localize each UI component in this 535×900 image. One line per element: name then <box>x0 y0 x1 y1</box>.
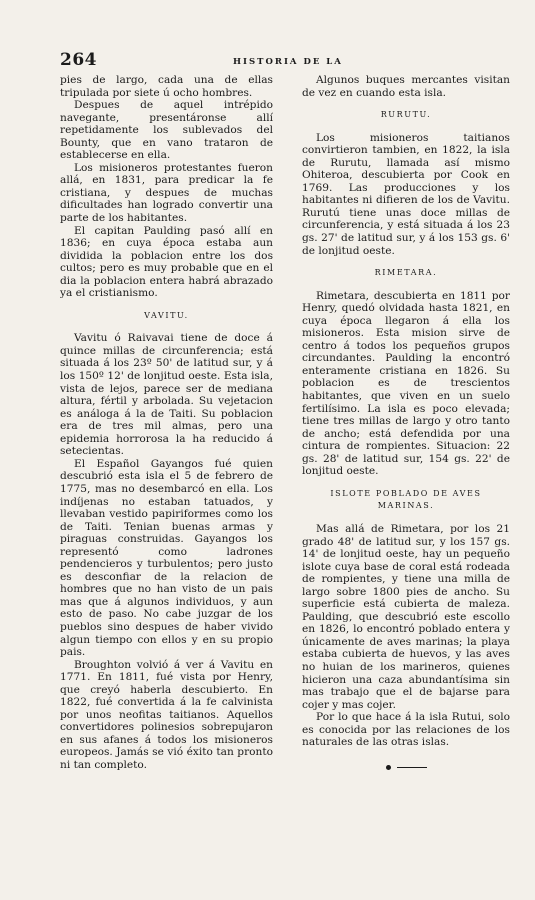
left-column <box>60 74 273 772</box>
paragraph: El capitan Paulding pasó allí en 1836; en cuya época estaba aun dividida la poblacion entre los dos cultos; pero es muy probable que en el dia la poblacion entera habrá abrazado ya el cristianismo. <box>60 224 273 300</box>
paragraph: Broughton volvió á ver á Vavitu en 1771. En 1811, fué vista por Henry, que creyó haberla descubierto. En 1822, fué convertida á la fe calvinista por unos neofitas taitianos. Aquellos convertidores polinesios sobrepujaron en sus afanes á todos los misioneros europeos. Jamás se vió éxito tan pronto ni tan completo. <box>60 658 273 771</box>
paragraph: Mas allá de Rimetara, por los 21 grado 48' de latitud sur, y los 157 gs. 14' de lonjitud oeste, hay un pequeño islote cuya base de coral está rodeada de rompientes, y tiene una milla de largo sobre 1800 pies de ancho. Su superficie está cubierta de maleza. Paulding, que descubrió este escollo en 1826, lo encontró poblado entera y únicamente de aves marinas; la playa estaba cubierta de huevos, y las aves no huian de los marineros, quienes hicieron una caza abundantísima sin mas trabajo que el de bajarse para cojer y mas cojer. <box>302 522 510 711</box>
paragraph: Los misioneros taitianos convirtieron tambien, en 1822, la isla de Rurutu, llamada así mismo Ohiteroa, descubierta por Cook en 1769. Las producciones y los habitantes ni difieren de los de Vavitu. Rurutú tiene unas doce millas de circunferencia, y está situada á los 23 gs. 27' de latitud sur, y á los 153 gs. 6' de lonjitud oeste. <box>302 131 510 257</box>
paragraph: Los misioneros protestantes fueron allá, en 1831, para predicar la fe cristiana, y despues de muchas dificultades han logrado convertir una parte de los habitantes. <box>60 161 273 225</box>
end-rule <box>397 767 427 768</box>
paragraph: Vavitu ó Raivavai tiene de doce á quince millas de circunferencia; está situada á los 23º 50' de latitud sur, y á los 150º 12' de lonjitud oeste. Esta isla, vista de lejos, parece ser de mediana altura, fértil y arbolada. Su vejetacion es análoga á la de Taiti. Su poblacion era de tres mil almas, pero una epidemia horrorosa la ha reducido á setecientas. <box>60 332 273 458</box>
section-title-vavitu: VAVITU. <box>144 310 189 320</box>
paragraph: pies de largo, cada una de ellas tripulada por siete ú ocho hombres. <box>60 74 273 99</box>
paragraph: Algunos buques mercantes visitan de vez en cuando esta isla. <box>302 74 510 99</box>
section-title-rurutu: RURUTU. <box>380 110 432 120</box>
paragraph: Rimetara, descubierta en 1811 por Henry, quedó olvidada hasta 1821, en cuya época llegaron á ella los misioneros. Esta mision sirve de centro á todos los pequeños grupos circundantes. Paulding la encontró enteramente cristiana en 1826. Su poblacion es de trescientos habitantes, que viven en un suelo fertilísimo. La isla es poco elevada; tiene tres millas de largo y otro tanto de ancho; está defendida por una cintura de rompientes. Situacion: 22 gs. 28' de latitud sur, 154 gs. 22' de lonjitud oeste. <box>302 289 510 478</box>
end-ornament <box>302 761 510 774</box>
running-title: HISTORIA DE LA <box>233 57 343 67</box>
section-title-rimetara: RIMETARA. <box>374 268 438 278</box>
paragraph: Despues de aquel intrépido navegante, presentáronse allí repetidamente los sublevados del Bounty, que en vano trataron de establecerse en ella. <box>60 99 273 162</box>
paragraph: El Español Gayangos fué quien descubrió esta isla el 5 de febrero de 1775, mas no desembarcó en ella. Los indíjenas no estaban tatuados, y llevaban vestido papiriformes como los de Taiti. Tenian buenas armas y piraguas construidas. Gayangos los representó como ladrones pendencieros y turbulentos; pero justo es desconfiar de la relacion de hombres que no han visto de un pais mas que á algunos individuos, y aun esto de paso. No cabe juzgar de los pueblos sino despues de haber vivido algun tiempo con ellos y en su propio pais. <box>60 457 273 659</box>
paragraph: Por lo que hace á la isla Rutui, solo es conocida por las relaciones de los naturales de las otras islas. <box>302 711 510 749</box>
page-number: 264 <box>60 50 97 70</box>
page-header <box>60 50 480 70</box>
section-title-islote: ISLOTE POBLADO DE AVES MARINAS. <box>330 488 482 511</box>
right-column <box>302 74 510 773</box>
bullet-ornament-icon <box>386 765 391 770</box>
